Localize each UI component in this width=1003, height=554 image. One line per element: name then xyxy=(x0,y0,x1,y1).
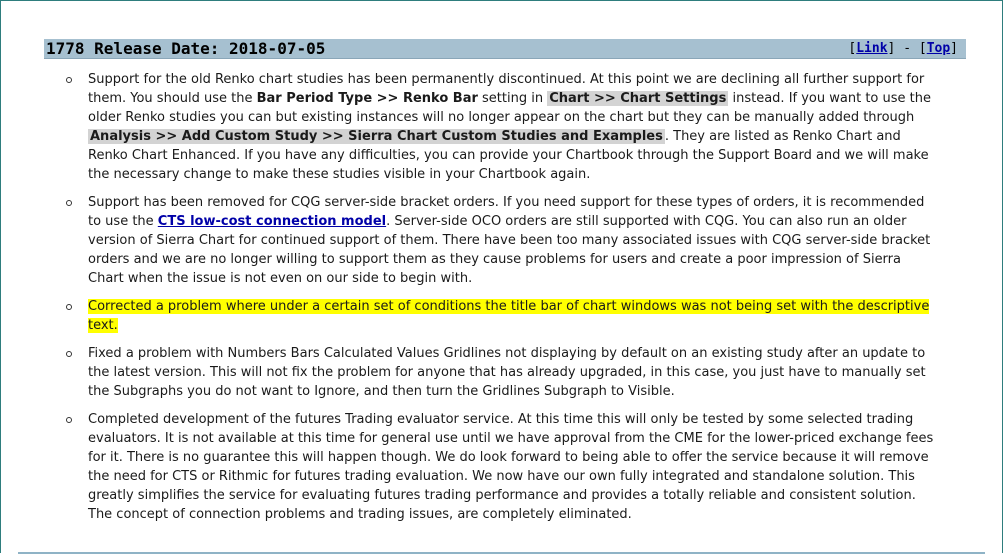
note-text: Completed development of the futures Trading evaluator service. At this time this will only be tested by some selected trading evaluators. It is not available at this time for general use until we have approval from the CME for the lower-priced exchange fees for it. There is no guarantee this will happen though. We do look forward to being able to offer the service because it will remove the need for CTS or Rithmic for futures trading evaluation. We now have our own fully integrated and standalone solution. This greatly simplifies the service for evaluating futures trading performance and provides a totally reliable and consistent solution. The concept of connection problems and trading issues, are completely eliminated. xyxy=(88,412,934,522)
circle-bullet-icon xyxy=(66,200,72,206)
bar-period-type-setting: Bar Period Type >> Renko Bar xyxy=(256,91,478,106)
bracket-open: [ xyxy=(848,41,857,56)
note-text: . They are listed as Renko Chart and Renko Chart Enhanced. If you have any difficulties, you can provide your Chartbook through the Support Board and we will make the necessary change to make these studies visible in your Chartbook again. xyxy=(88,129,929,182)
circle-bullet-icon xyxy=(66,77,72,83)
note-text: . Server-side OCO orders are still supported with CQG. You can also run an older version of Sierra Chart for continued support of them. There have been too many associated issues with CQG server-side bracket orders and we are no longer willing to support them as they cause problems for users and create a poor impression of Sierra Chart when the issue is not even on our side to begin with. xyxy=(88,214,931,286)
note-item-renko xyxy=(66,70,938,184)
chart-settings-menu-path: Chart >> Chart Settings xyxy=(549,91,727,106)
circle-bullet-icon xyxy=(66,351,72,357)
link-separator: ] - [ xyxy=(887,41,927,56)
release-notes-list xyxy=(66,70,938,533)
note-item-cqg xyxy=(66,193,938,288)
note-text: Support has been removed for CQG server-side bracket orders. If you need support for these types of orders, it is recommended to use the xyxy=(88,195,925,229)
link-link[interactable]: Link xyxy=(856,41,888,56)
circle-bullet-icon xyxy=(66,304,72,310)
add-custom-study-menu-path: Analysis >> Add Custom Study >> Sierra Chart Custom Studies and Examples xyxy=(90,129,663,144)
note-text: Support for the old Renko chart studies has been permanently discontinued. At this point we are declining all further support for them. You should use the xyxy=(88,72,925,106)
note-item-gridlines xyxy=(66,344,938,401)
release-header xyxy=(44,39,966,59)
note-item-evaluator xyxy=(66,410,938,524)
bracket-close: ] xyxy=(950,41,958,56)
note-text: Fixed a problem with Numbers Bars Calculated Values Gridlines not displaying by default on an existing study after an update to the latest version. This will not fix the problem for anyone that has already upgraded, in this case, you just have to manually set the Subgraphs you do not want to Ignore, and then turn the Gridlines Subgraph to Visible. xyxy=(88,346,926,399)
cts-connection-model-link[interactable]: CTS low-cost connection model xyxy=(157,214,387,229)
note-text: setting in xyxy=(477,91,548,106)
circle-bullet-icon xyxy=(66,417,72,423)
highlighted-note-text: Corrected a problem where under a certain set of conditions the title bar of chart windows was not being set with the descriptive text. xyxy=(88,299,930,333)
note-item-title-bar xyxy=(66,297,938,335)
release-title: 1778 Release Date: 2018-07-05 xyxy=(46,39,326,58)
header-links xyxy=(848,40,958,57)
top-link[interactable]: Top xyxy=(926,41,951,56)
note-text: instead. If you want to use the older Renko studies you can but existing instances will no longer appear on the chart but they can be manually added through xyxy=(88,91,931,125)
